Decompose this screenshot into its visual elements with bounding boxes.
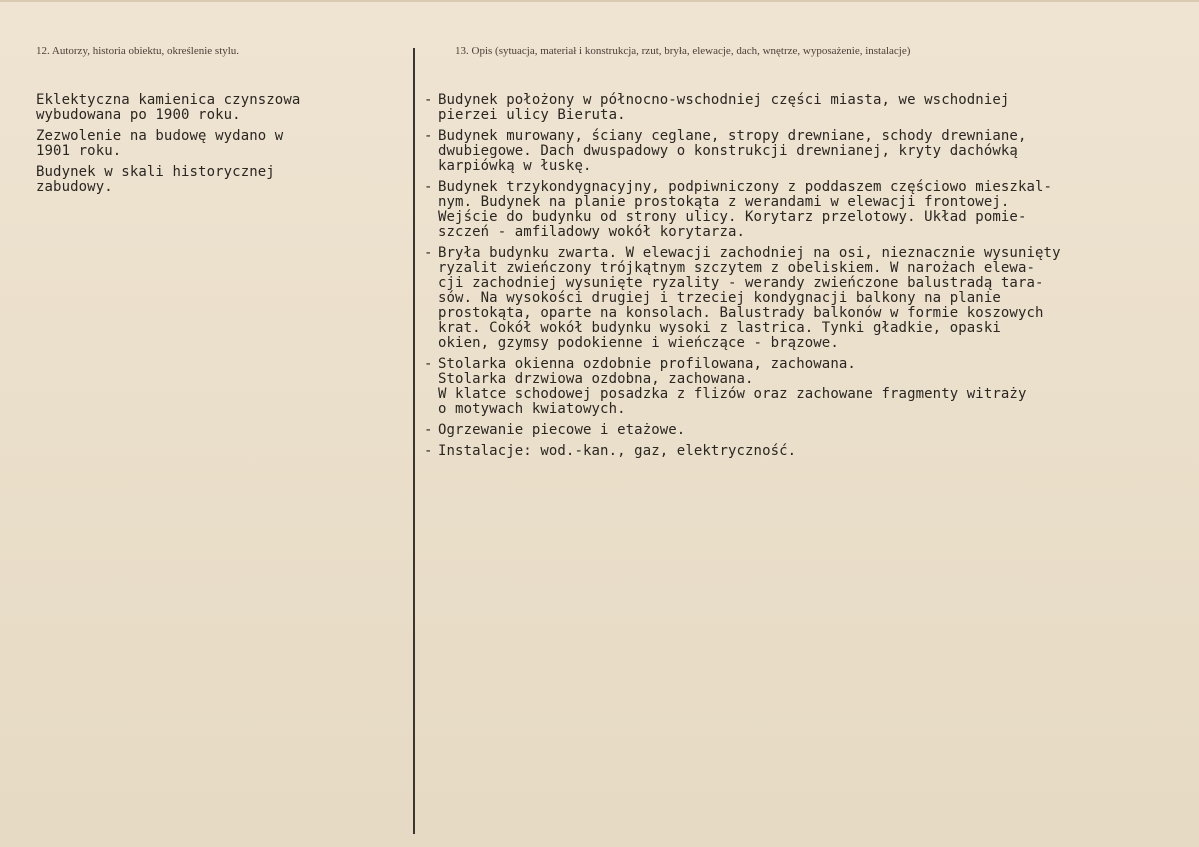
bullet-dash: - [424, 128, 433, 144]
description-text: Instalacje: wod.-kan., gaz, elektryczność. [438, 443, 797, 459]
section-13-heading: 13. Opis (sytuacja, materiał i konstrukcja, rzut, bryła, elewacje, dach, wnętrze, wyposażenie, instalacje) [455, 45, 911, 57]
description-item [424, 357, 1184, 417]
description-text: Stolarka okienna ozdobnie profilowana, zachowana. Stolarka drzwiowa ozdobna, zachowana. W klatce schodowej posadzka z flizów oraz zachowane fragmenty witraży o motywach kwiatowych. [438, 356, 1027, 417]
bullet-dash: - [424, 422, 433, 438]
column-divider [413, 48, 415, 834]
description-item [424, 246, 1184, 351]
description-item [424, 93, 1184, 123]
section-12-heading: 12. Autorzy, historia obiektu, określenie stylu. [36, 45, 240, 57]
history-paragraph: Eklektyczna kamienica czynszowa wybudowana po 1900 roku. [36, 92, 301, 123]
description-text: Bryła budynku zwarta. W elewacji zachodniej na osi, nieznacznie wysunięty ryzalit zwieńczony trójkątnym szczytem z obeliskiem. W narożach elewa- cji zachodniej wysunięte ryzality - werandy zwieńczone balustradą tara- sów. Na wysokości drugiej i trzeciej kondygnacji balkony na planie prostokąta, oparte na konsolach. Balustrady balkonów w formie koszowych krat. Cokół wokół budynku wysoki z lastrica. Tynki gładkie, opaski okien, gzymsy podokienne i wieńczące - brązowe. [438, 245, 1061, 351]
description-item [424, 129, 1184, 174]
description-text: Ogrzewanie piecowe i etażowe. [438, 422, 686, 438]
bullet-dash: - [424, 245, 433, 261]
history-column [36, 93, 396, 201]
bullet-dash: - [424, 443, 433, 459]
description-text: Budynek trzykondygnacyjny, podpiwniczony z poddaszem częściowo mieszkal- nym. Budynek na planie prostokąta z werandami w elewacji frontowej. Wejście do budynku od strony ulicy. Korytarz przelotowy. Układ pomie- szczeń - amfiladowy wokół korytarza. [438, 179, 1053, 240]
history-paragraph: Zezwolenie na budowę wydano w 1901 roku. [36, 128, 284, 159]
bullet-dash: - [424, 92, 433, 108]
description-text: Budynek położony w północno-wschodniej części miasta, we wschodniej pierzei ulicy Bieruta. [438, 92, 1010, 123]
bullet-dash: - [424, 179, 433, 195]
description-item [424, 180, 1184, 240]
description-text: Budynek murowany, ściany ceglane, stropy drewniane, schody drewniane, dwubiegowe. Dach dwuspadowy o konstrukcji drewnianej, kryty dachówką karpiówką w łuskę. [438, 128, 1027, 174]
history-paragraph: Budynek w skali historycznej zabudowy. [36, 164, 275, 195]
description-column [424, 93, 1184, 465]
bullet-dash: - [424, 356, 433, 372]
description-item [424, 444, 1184, 459]
description-item [424, 423, 1184, 438]
